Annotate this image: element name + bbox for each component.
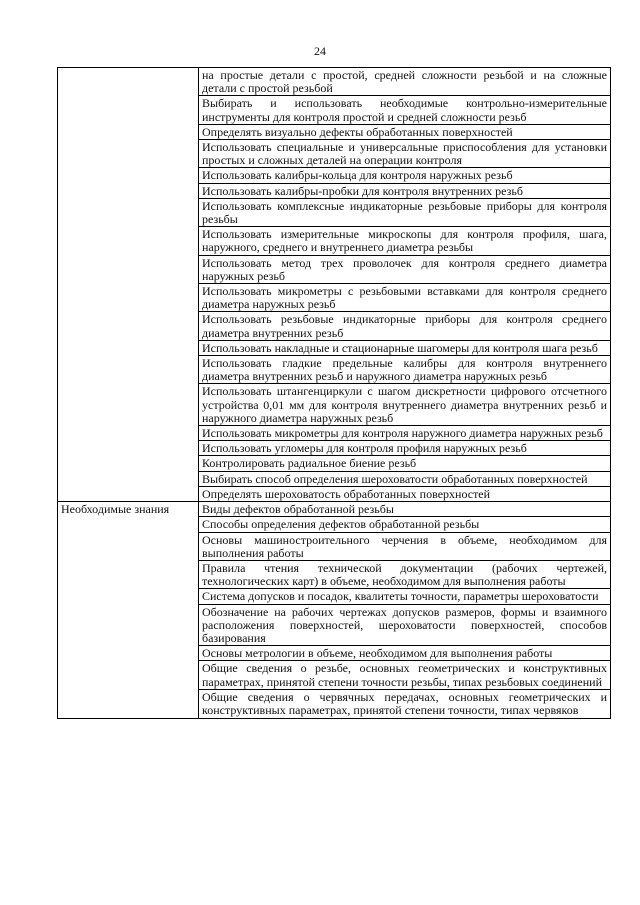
skill-item: Использовать калибры-пробки для контроля внутренних резьб <box>199 183 610 198</box>
skills-category-cell <box>58 68 199 502</box>
knowledge-category-cell <box>58 502 199 719</box>
knowledge-items-cell <box>199 502 611 719</box>
knowledge-item: Виды дефектов обработанной резьбы <box>202 502 394 517</box>
knowledge-row <box>58 502 611 719</box>
skill-item: Использовать гладкие предельные калибры для контроля внутреннего диаметра внутренних резьб и наружного диаметра наружных резьб <box>199 355 610 383</box>
requirements-table <box>57 67 611 719</box>
knowledge-category-label: Необходимые знания <box>61 502 170 517</box>
skill-item: Использовать штангенциркули с шагом дискретности цифрового отсчетного устройства 0,01 мм для контроля внутреннего диаметра внутренних резьб и наружного диаметра наружных резьб <box>199 383 610 425</box>
skill-item: Контролировать радиальное биение резьб <box>199 455 610 470</box>
knowledge-item: Система допусков и посадок, квалитеты точности, параметры шероховатости <box>199 588 610 603</box>
page-number: 24 <box>314 44 326 58</box>
skill-item: Использовать метод трех проволочек для контроля среднего диаметра наружных резьб <box>199 255 610 283</box>
skill-item: Выбирать и использовать необходимые контрольно-измерительные инструменты для контроля простой и средней сложности резьб <box>199 95 610 123</box>
knowledge-item: Основы метрологии в объеме, необходимом для выполнения работы <box>199 645 610 660</box>
skill-item: Использовать микрометры для контроля наружного диаметра наружных резьб <box>199 425 610 440</box>
skills-items-cell <box>199 68 611 502</box>
skill-item: Определять шероховатость обработанных поверхностей <box>199 486 610 501</box>
skill-item: Использовать микрометры с резьбовыми вставками для контроля среднего диаметра наружных резьб <box>199 283 610 311</box>
knowledge-item: Общие сведения о резьбе, основных геометрических и конструктивных параметрах, принятой степени точности резьбы, типах резьбовых соединений <box>199 660 610 688</box>
skill-item: Использовать калибры-кольца для контроля наружных резьб <box>199 167 610 182</box>
skill-item: Выбирать способ определения шероховатости обработанных поверхностей <box>199 471 610 486</box>
skill-item: Использовать комплексные индикаторные резьбовые приборы для контроля резьбы <box>199 198 610 226</box>
skill-item: Использовать угломеры для контроля профиля наружных резьб <box>199 440 610 455</box>
skill-item: Использовать измерительные микроскопы для контроля профиля, шага, наружного, среднего и внутреннего диаметра резьбы <box>199 226 610 254</box>
skill-item: Определять визуально дефекты обработанных поверхностей <box>199 124 610 139</box>
skill-item: на простые детали с простой, средней сложности резьбой и на сложные детали с простой резьбой <box>202 68 607 96</box>
skill-item: Использовать резьбовые индикаторные приборы для контроля среднего диаметра внутренних резьб <box>199 311 610 339</box>
knowledge-item: Правила чтения технической документации (рабочих чертежей, технологических карт) в объеме, необходимом для выполнения работы <box>199 560 610 588</box>
knowledge-item: Общие сведения о червячных передачах, основных геометрических и конструктивных параметрах, принятой степени точности, типах червяков <box>199 689 610 718</box>
skill-item: Использовать специальные и универсальные приспособления для установки простых и сложных деталей на операции контроля <box>199 139 610 167</box>
knowledge-item: Способы определения дефектов обработанной резьбы <box>199 516 610 531</box>
knowledge-item: Обозначение на рабочих чертежах допусков размеров, формы и взаимного расположения поверхностей, шероховатости поверхностей, способов базирования <box>199 604 610 646</box>
knowledge-item: Основы машиностроительного черчения в объеме, необходимом для выполнения работы <box>199 532 610 560</box>
skill-item: Использовать накладные и стационарные шагомеры для контроля шага резьб <box>199 340 610 355</box>
skills-row <box>58 68 611 502</box>
